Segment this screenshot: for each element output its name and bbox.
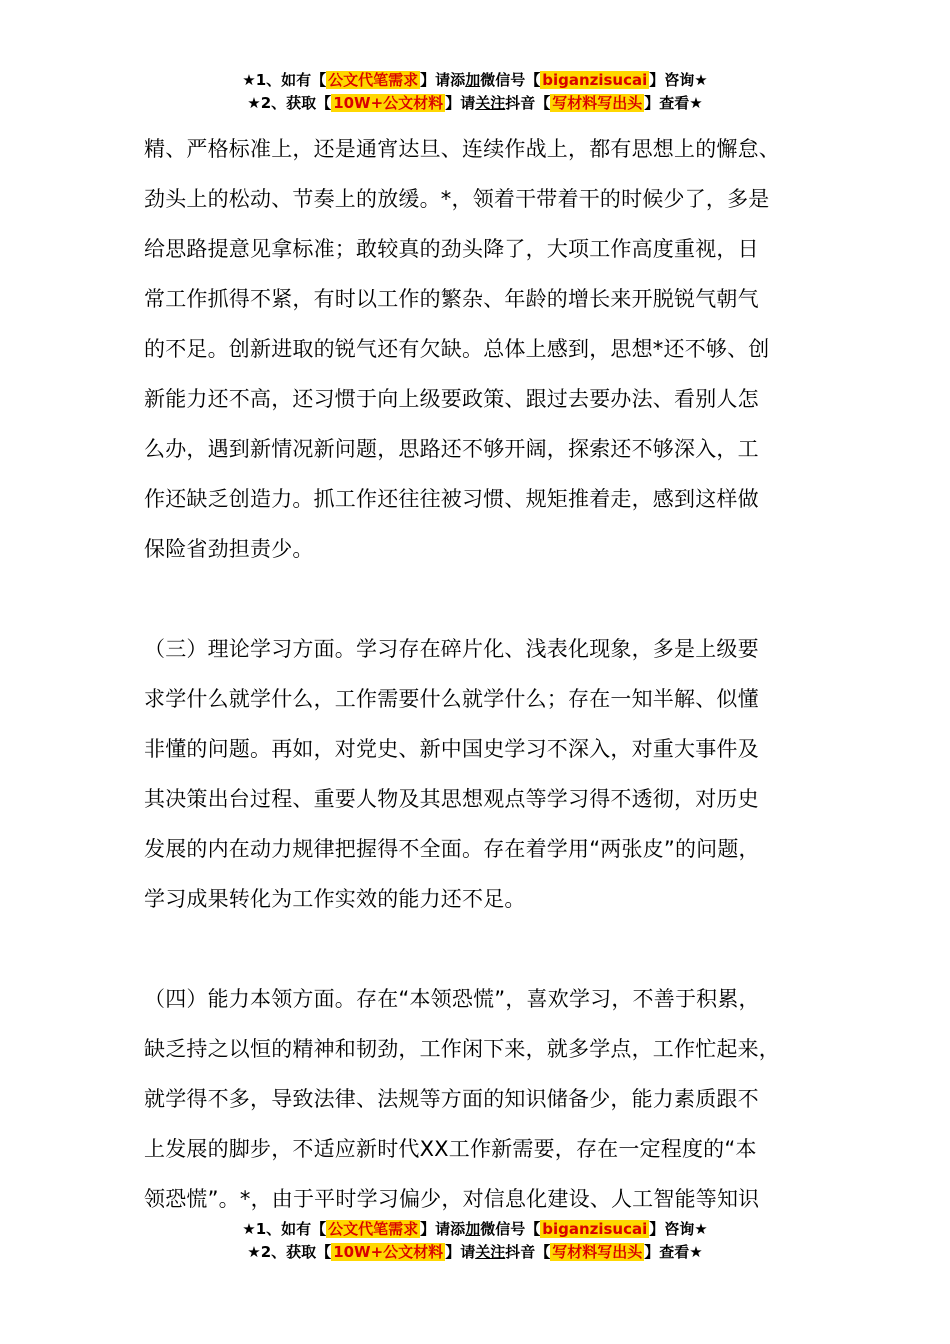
text-line: 就学得不多，导致法律、法规等方面的知识储备少，能力素质跟不 bbox=[144, 1087, 759, 1111]
banner-highlight: 写材料写出头 bbox=[552, 1243, 643, 1261]
banner-highlight: biganzisucai bbox=[542, 1220, 648, 1238]
banner-row-2 bbox=[0, 1241, 950, 1264]
text-line: 保险省劲担责少。 bbox=[144, 537, 314, 561]
document-body bbox=[144, 124, 834, 1224]
paragraph-spacer bbox=[144, 924, 834, 974]
banner-text: 】请 bbox=[445, 94, 476, 112]
banner-emphasis: 关注 bbox=[475, 94, 506, 112]
banner-text: ★1、如有【 bbox=[242, 71, 327, 89]
text-line: 新能力还不高，还习惯于向上级要政策、跟过去要办法、看别人怎 bbox=[144, 387, 759, 411]
banner-text: 】查看★ bbox=[644, 94, 703, 112]
banner-highlight: 写材料写出头 bbox=[552, 94, 643, 112]
text-line: 发展的内在动力规律把握得不全面。存在着学用“两张皮”的问题， bbox=[144, 837, 760, 861]
banner-text: 】咨询★ bbox=[649, 71, 708, 89]
header-banner bbox=[0, 69, 950, 115]
banner-emphasis: 关注 bbox=[475, 1243, 506, 1261]
banner-row-1 bbox=[0, 1218, 950, 1241]
text-line: 给思路提意见拿标准；敢较真的劲头降了，大项工作高度重视，日 bbox=[144, 237, 759, 261]
paragraph-spacer bbox=[144, 574, 834, 624]
banner-text: 抖音【 bbox=[505, 94, 551, 112]
banner-text: ★2、获取【 bbox=[247, 94, 332, 112]
text-line: 非懂的问题。再如，对党史、新中国史学习不深入，对重大事件及 bbox=[144, 737, 759, 761]
banner-row-2 bbox=[0, 92, 950, 115]
banner-emphasis: 加 bbox=[465, 71, 481, 89]
banner-text: 】请 bbox=[445, 1243, 476, 1261]
footer-banner bbox=[0, 1218, 950, 1264]
paragraph-3 bbox=[144, 974, 834, 1224]
banner-text: 】请添 bbox=[420, 1220, 466, 1238]
text-line: 作还缺乏创造力。抓工作还往往被习惯、规矩推着走，感到这样做 bbox=[144, 487, 759, 511]
banner-row-1 bbox=[0, 69, 950, 92]
banner-highlight: biganzisucai bbox=[542, 71, 648, 89]
banner-highlight: 公文代笔需求 bbox=[328, 71, 419, 89]
banner-text: 微信号【 bbox=[480, 1220, 541, 1238]
text-line: 上发展的脚步，不适应新时代XX工作新需要，存在一定程度的“本 bbox=[144, 1137, 757, 1161]
banner-text: 抖音【 bbox=[505, 1243, 551, 1261]
text-line: （三）理论学习方面。学习存在碎片化、浅表化现象，多是上级要 bbox=[144, 637, 759, 661]
text-line: 缺乏持之以恒的精神和韧劲，工作闲下来，就多学点，工作忙起来， bbox=[144, 1037, 780, 1061]
banner-text: 】咨询★ bbox=[649, 1220, 708, 1238]
text-line: 学习成果转化为工作实效的能力还不足。 bbox=[144, 887, 526, 911]
text-line: 求学什么就学什么，工作需要什么就学什么；存在一知半解、似懂 bbox=[144, 687, 759, 711]
text-line: 么办，遇到新情况新问题，思路还不够开阔，探索还不够深入，工 bbox=[144, 437, 759, 461]
banner-text: 微信号【 bbox=[480, 71, 541, 89]
banner-text: ★2、获取【 bbox=[247, 1243, 332, 1261]
banner-highlight: 公文代笔需求 bbox=[328, 1220, 419, 1238]
banner-text: ★1、如有【 bbox=[242, 1220, 327, 1238]
banner-highlight: 10W+公文材料 bbox=[333, 1243, 444, 1261]
text-line: 常工作抓得不紧，有时以工作的繁杂、年龄的增长来开脱锐气朝气 bbox=[144, 287, 759, 311]
text-line: 领恐慌”。*，由于平时学习偏少，对信息化建设、人工智能等知识 bbox=[144, 1187, 760, 1211]
banner-text: 】查看★ bbox=[644, 1243, 703, 1261]
banner-emphasis: 加 bbox=[465, 1220, 481, 1238]
text-line: 的不足。创新进取的锐气还有欠缺。总体上感到，思想*还不够、创 bbox=[144, 337, 770, 361]
banner-highlight: 10W+公文材料 bbox=[333, 94, 444, 112]
text-line: 其决策出台过程、重要人物及其思想观点等学习得不透彻，对历史 bbox=[144, 787, 759, 811]
paragraph-1 bbox=[144, 124, 834, 574]
text-line: （四）能力本领方面。存在“本领恐慌”，喜欢学习，不善于积累， bbox=[144, 987, 760, 1011]
text-line: 精、严格标准上，还是通宵达旦、连续作战上，都有思想上的懈怠、 bbox=[144, 137, 780, 161]
banner-text: 】请添 bbox=[420, 71, 466, 89]
text-line: 劲头上的松动、节奏上的放缓。*，领着干带着干的时候少了，多是 bbox=[144, 187, 770, 211]
paragraph-2 bbox=[144, 624, 834, 924]
